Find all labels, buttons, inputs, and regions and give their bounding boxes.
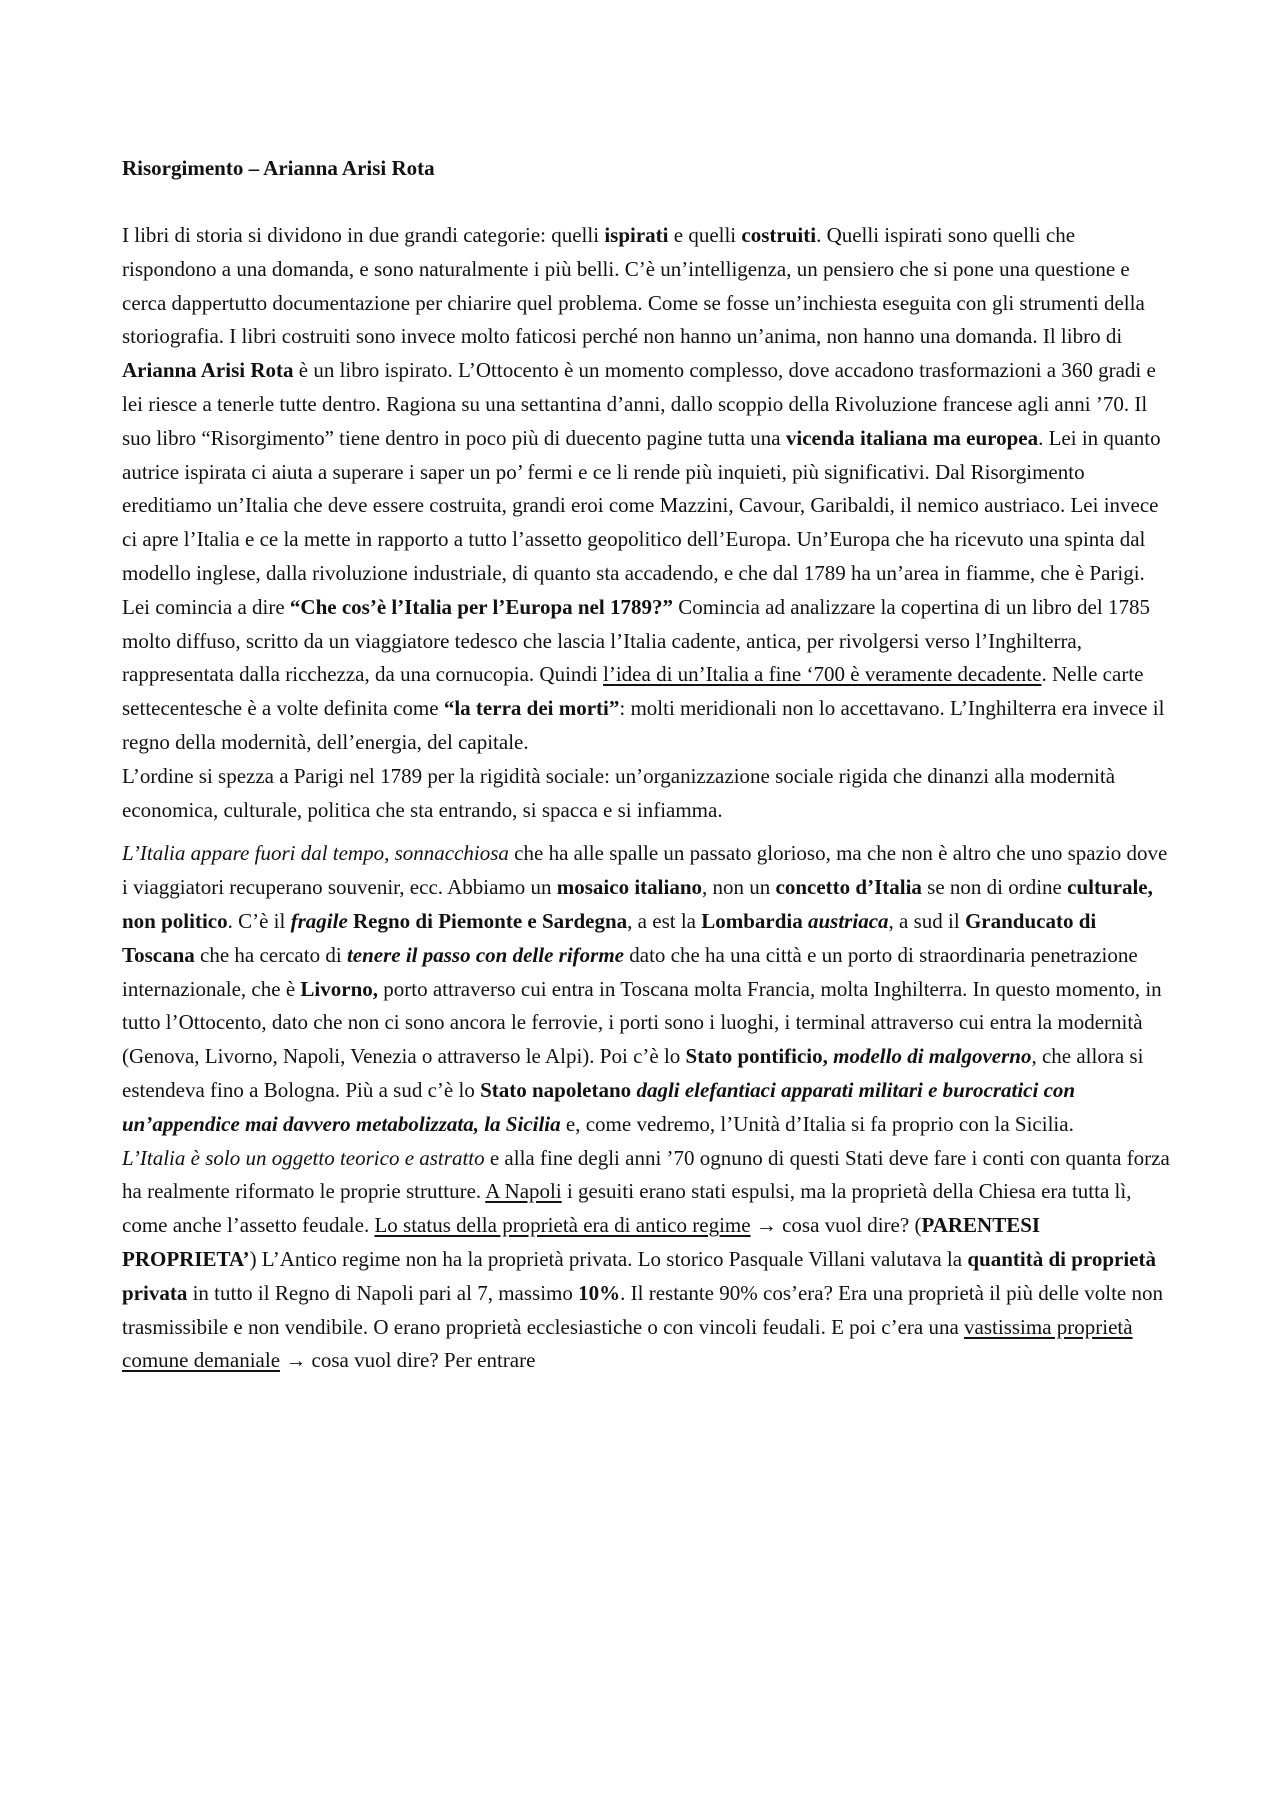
text-run: . Nelle carte settecentesche è a volte definita come: [122, 662, 1144, 721]
bold-author-name: Arianna Arisi Rota: [122, 358, 294, 383]
bold-term: Granducato di Toscana: [122, 908, 1097, 967]
text-run: , che allora si estendeva fino a Bologna. Più a sud c’è lo: [122, 1044, 1144, 1102]
text-run: è un libro ispirato. L’Ottocento è un momento complesso, dove accadono trasformazioni a 360 gradi e lei riesce a tenerle tutte dentro. Ragiona su una settantina d’anni, dallo scoppio della Rivoluzione francese agli anni ’70. Il suo libro “Risorgimento” tiene dentro in poco più di duecento pagine tutta una: [122, 358, 1156, 450]
bold-term: Lombardia: [701, 908, 808, 933]
underlined-phrase: Lo status della proprietà era di antico regime: [374, 1213, 751, 1238]
text-run-with-arrow: → cosa vuol dire? Per entrare: [280, 1348, 536, 1373]
text-run: . Lei in quanto autrice ispirata ci aiuta a superare i saper un po’ fermi e ce li rende più inquieti, più significativi. Dal Risorgimento ereditiamo un’Italia che deve essere costruita, grandi eroi come Mazzini, Cavour, Garibaldi, il nemico austriaco. Lei invece ci apre l’Italia e ce la mette in rapporto a tutto l’assetto geopolitico dell’Europa. Un’Europa che ha ricevuto una spinta dal modello inglese, dalla rivoluzione industriale, di quanto sta accadendo, e che dal 1789 ha un’area in fiamme, che è Parigi. Lei comincia a dire: [122, 425, 1161, 619]
bold-term: PARENTESI PROPRIETA’: [122, 1213, 1041, 1271]
bold-term-costruiti: costruiti: [741, 223, 817, 247]
bold-quote: “la terra dei morti”: [443, 696, 620, 721]
text-run: porto attraverso cui entra in Toscana molta Francia, molta Inghilterra. In questo momento, in tutto l’Ottocento, dato che non ci sono ancora le ferrovie, i porti sono i luoghi, i terminal attraverso cui entra la modernità (Genova, Livorno, Napoli, Venezia o attraverso le Alpi). Poi c’è lo: [122, 976, 1162, 1069]
paragraph-ordine: L’ordine si spezza a Parigi nel 1789 per la rigidità sociale: un’organizzazione sociale rigida che dinanzi alla modernità economica, culturale, politica che sta entrando, si spacca e si infiamma.: [122, 763, 1116, 822]
text-run: che ha cercato di: [194, 942, 347, 967]
text-run: . Quelli ispirati sono quelli che rispondono a una domanda, e sono naturalmente i più belli. C’è un’intelligenza, un pensiero che si pone una questione e cerca dappertutto documentazione per chiarire quel problema. Come se fosse un’inchiesta eseguita con gli strumenti della storiografia. I libri costruiti sono invece molto faticosi perché non hanno un’anima, non hanno una domanda. Il libro di: [122, 223, 1145, 349]
text-run: che ha alle spalle un passato glorioso, ma che non è altro che uno spazio dove i viaggiatori recuperano souvenir, ecc. Abbiamo un: [122, 841, 1168, 900]
text-run: , a est la: [627, 908, 702, 933]
bold-term-ispirati: ispirati: [604, 223, 669, 247]
text-run: se non di ordine: [921, 875, 1068, 900]
text-run: e, come vedremo, l’Unità d’Italia si fa proprio con la Sicilia.: [560, 1111, 1074, 1136]
underlined-phrase: l’idea di un’Italia a fine ‘700 è veramente decadente: [603, 662, 1042, 687]
bold-term: culturale, non politico: [122, 875, 1153, 933]
text-run: i gesuiti erano stati espulsi, ma la proprietà della Chiesa era tutta lì, come anche l’assetto feudale.: [122, 1179, 1132, 1238]
text-run: . C’è il: [227, 908, 291, 933]
text-run: e quelli: [668, 223, 742, 247]
bold-term: quantità di proprietà privata: [122, 1246, 1156, 1305]
text-run-with-arrow: → cosa vuol dire? (: [750, 1213, 922, 1238]
text-run: dato che ha una città e un porto di straordinaria penetrazione internazionale, che è: [122, 942, 1138, 1001]
bold-italic-phrase: modello di malgoverno: [833, 1044, 1032, 1069]
text-run: , non un: [702, 875, 776, 900]
text-run: e alla fine degli anni ’70 ognuno di questi Stati deve fare i conti con quanta forza ha realmente riformato le proprie strutture.: [122, 1145, 1170, 1204]
paragraph-oggetto-teorico: [122, 1142, 1170, 1379]
underlined-phrase: vastissima proprietà comune demaniale: [122, 1314, 1133, 1373]
bold-italic-term: fragile: [290, 908, 348, 933]
underlined-phrase: A Napoli: [485, 1179, 562, 1204]
text-run: I libri di storia si dividono in due grandi categorie: quelli: [122, 223, 605, 247]
text-run: : molti meridionali non lo accettavano. L’Inghilterra era invece il regno della modernità, dell’energia, del capitale.: [122, 696, 1165, 754]
paragraph-italia-fuori-dal-tempo: [122, 837, 1170, 1141]
bold-term: Regno di Piemonte e Sardegna: [347, 908, 628, 933]
bold-phrase: vicenda italiana ma europea: [785, 425, 1039, 450]
bold-term: Livorno,: [300, 976, 378, 1001]
bold-italic-phrase: tenere il passo con delle riforme: [346, 942, 624, 967]
bold-italic-phrase: dagli elefantiaci apparati militari e burocratici con un’appendice mai davvero metabolizzata, la Sicilia: [122, 1077, 1076, 1136]
italic-phrase: L’Italia è solo un oggetto teorico e astratto: [122, 1145, 485, 1170]
bold-term: 10%: [578, 1280, 621, 1305]
text-run: . Il restante 90% cos’era? Era una proprietà il più delle volte non trasmissibile e non vendibile. O erano proprietà ecclesiastiche o con vincoli feudali. E poi c’era una: [122, 1280, 1163, 1339]
document-title: Risorgimento – Arianna Arisi Rota: [122, 156, 435, 180]
text-run: Comincia ad analizzare la copertina di un libro del 1785 molto diffuso, scritto da un viaggiatore tedesco che lascia l’Italia cadente, antica, per rivolgersi verso l’Inghilterra, rappresentata dalla ricchezza, da una cornucopia. Quindi: [122, 594, 1150, 687]
bold-term: mosaico italiano: [556, 875, 703, 900]
bold-term: Stato pontificio,: [685, 1044, 834, 1069]
italic-phrase: L’Italia appare fuori dal tempo, sonnacchiosa: [122, 841, 509, 866]
bold-term: Stato napoletano: [480, 1077, 637, 1102]
text-run: , a sud il: [888, 908, 965, 933]
text-run: in tutto il Regno di Napoli pari al 7, massimo: [187, 1280, 579, 1305]
paragraph-intro: [122, 219, 1170, 760]
bold-term: concetto d’Italia: [775, 875, 922, 900]
bold-italic-term: austriaca: [808, 908, 889, 933]
text-run: ) L’Antico regime non ha la proprietà privata. Lo storico Pasquale Villani valutava la: [249, 1246, 968, 1271]
bold-question: “Che cos’è l’Italia per l’Europa nel 1789?”: [289, 594, 673, 619]
